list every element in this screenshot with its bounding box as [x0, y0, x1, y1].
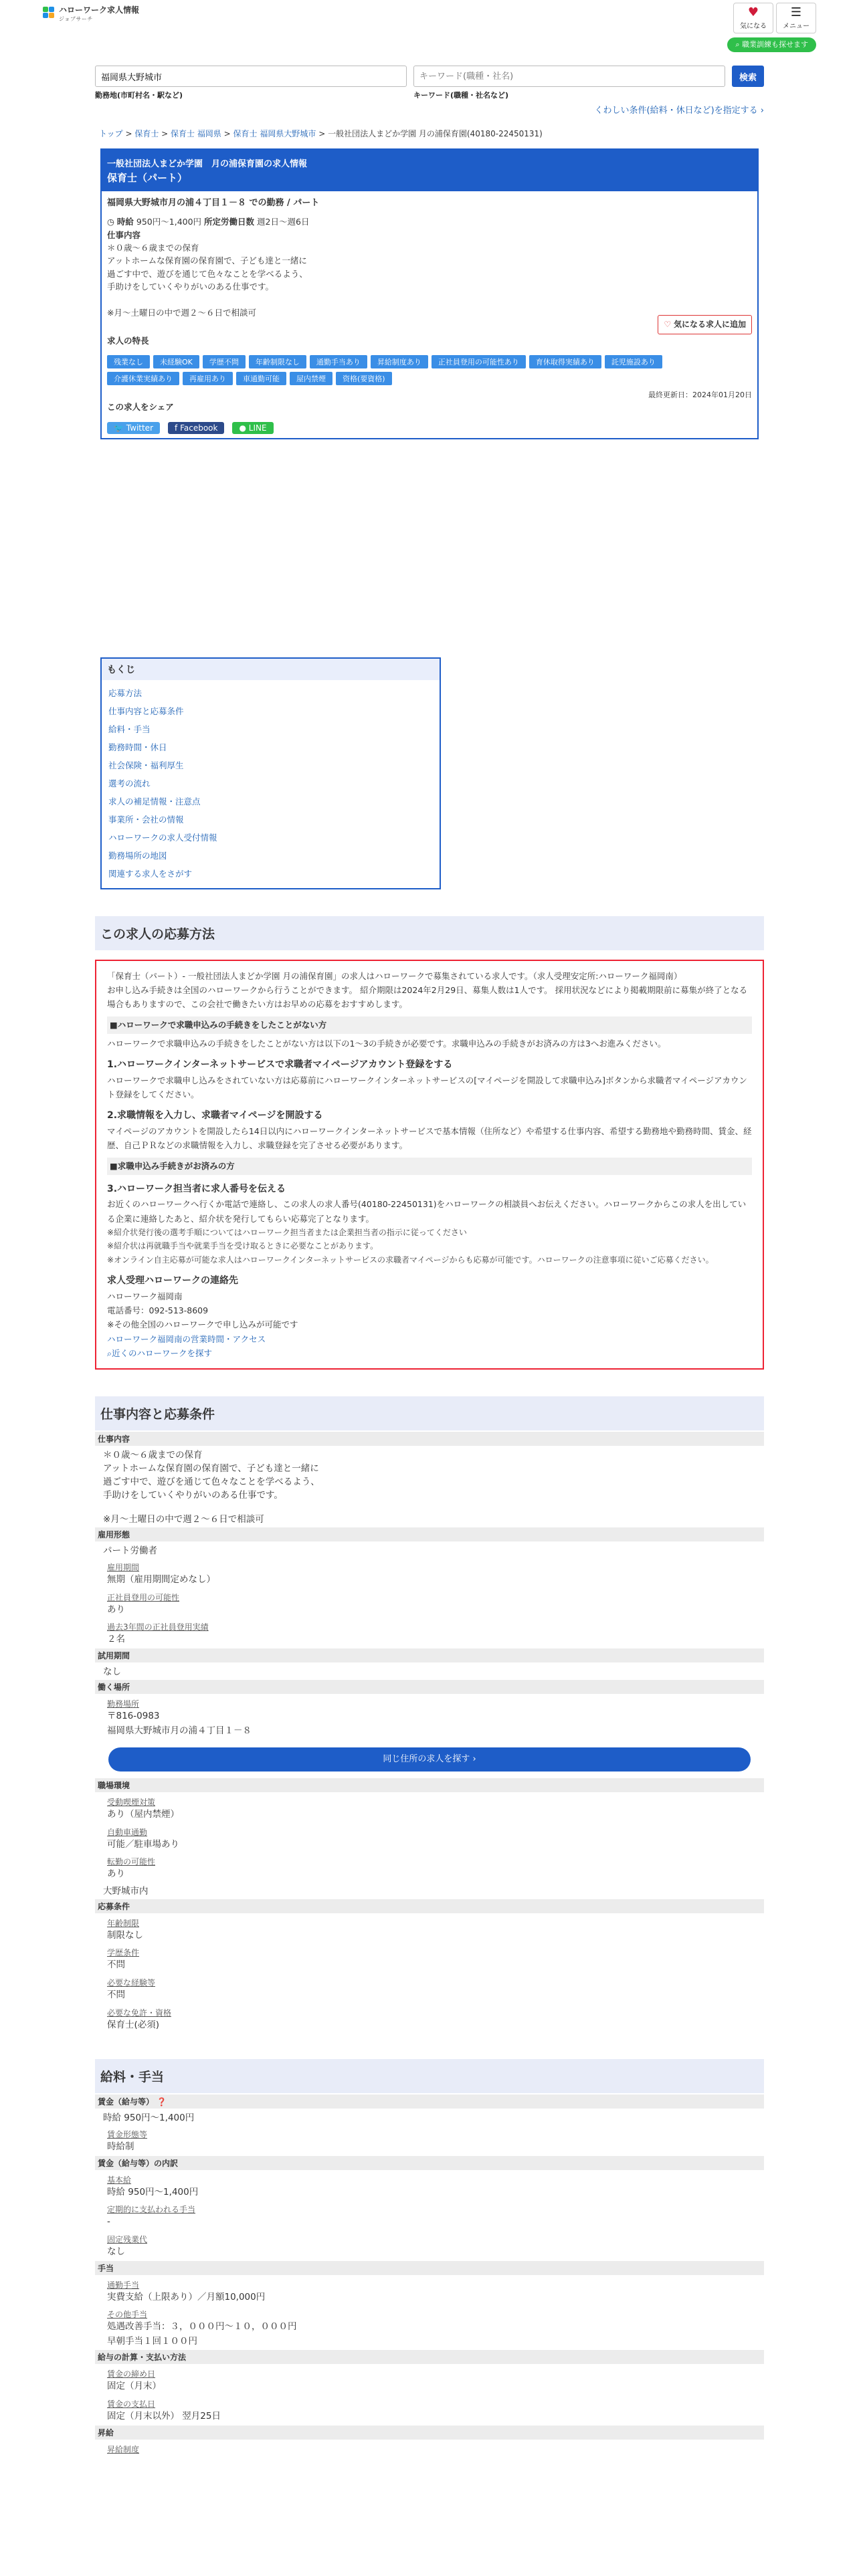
company-name: 一般社団法人まどか学園 月の浦保育園の求人情報 [107, 159, 308, 169]
employment-type: パート労働者 [103, 1545, 157, 1557]
chevron-right-icon: › [760, 106, 764, 116]
same-address-button[interactable]: 同じ住所の求人を探す › [108, 1747, 751, 1772]
period-label: 雇用期間 [107, 1563, 140, 1573]
heart-outline-icon: ♡ [664, 320, 672, 330]
search-bar [95, 66, 764, 100]
hamburger-icon: ☰ [790, 5, 802, 19]
row-trial: 試用期間 [95, 1648, 764, 1662]
closing-value: 固定（月末） [107, 2381, 161, 2392]
conditions-content: ＊０歳～６歳までの保育 アットホームな保育園の保育園で、子ども達と一緒に 過ごす中で、遊びを通じて色々なことを学べるよう、 手助けをしていくやりがいのある仕事です。 ※月～土曜日の中で週２～６日で相談可 [103, 1450, 320, 1525]
toc-item[interactable]: 仕事内容と応募条件 [108, 706, 184, 716]
apply-box [95, 960, 764, 1370]
apply-step-3: 3.ハローワーク担当者に求人番号を伝える [107, 1183, 286, 1194]
apply-notes: ※紹介状発行後の選考手順についてはハローワーク担当者または企業担当者の指示に従ってください ※紹介状は再就職手当や就業手当を受け取るときに必要なことがあります。 ※オンライン自主応募が可能な求人はハローワークインターネットサービスの求職者マイページからも応募が可能です。ハローワークの注意事項に従いご応募ください。 [107, 1227, 714, 1265]
fixed-allowance-label: 定期的に支払われる手当 [107, 2205, 196, 2215]
smoke-value: あり（屋内禁煙） [107, 1809, 179, 1820]
job-location: 福岡県大野城市月の浦４丁目１－８ での勤務 / パート [107, 198, 320, 208]
closing-label: 賃金の締め日 [107, 2369, 156, 2379]
logo-title: ハローワーク求人情報 [59, 5, 140, 15]
facebook-icon: f [175, 423, 178, 433]
other-allowance-value: 処遇改善手当：３，０００円〜１０，０００円 早朝手当１回１００円 [107, 2321, 297, 2347]
keyword-hint: キーワード(職種・社名など) [413, 91, 509, 100]
row-allowance: 手当 [95, 2261, 764, 2275]
apply-sub-new-text: ハローワークで求職申込みの手続きをしたことがない方は以下の1〜3の手続きが必要です。求職申込みの手続きがお済みの方は3へお進みください。 [107, 1038, 666, 1049]
place-zip: 〒816-0983 [107, 1710, 160, 1721]
feature-tag[interactable]: 资格(要資格) [336, 372, 392, 385]
search-icon: ⌕ [735, 40, 740, 49]
feature-tag[interactable]: 通勤手当あり [310, 355, 367, 368]
site-logo[interactable] [43, 4, 139, 23]
section-conditions-heading: 仕事内容と応募条件 [95, 1396, 764, 1430]
row-employment: 雇用形態 [95, 1527, 764, 1541]
row-payment: 給与の計算・支払い方法 [95, 2350, 764, 2364]
training-link[interactable] [727, 37, 816, 52]
overtime-value: なし [107, 2246, 125, 2258]
logo-subtitle: ジョブサーチ [59, 16, 93, 22]
contact-access-link[interactable]: ハローワーク福岡南の営業時間・アクセス [107, 1333, 266, 1344]
wage-form-value: 時給制 [107, 2141, 134, 2153]
toc-item[interactable]: 給料・手当 [108, 724, 151, 734]
age-value: 制限なし [107, 1929, 143, 1941]
transfer-area: 大野城市内 [103, 1885, 149, 1897]
age-label: 年齢制限 [107, 1918, 140, 1928]
feature-tag[interactable]: 学歴不問 [203, 355, 246, 368]
regular-value: あり [107, 1604, 125, 1615]
smoke-label: 受動喫煙対策 [107, 1798, 156, 1808]
search-icon: ⌕ [107, 1348, 112, 1358]
apply-step-2-text: マイページのアカウントを開設したら14日以内にハローワークインターネットサービスで基本情報（住所など）や希望する仕事内容、希望する勤務地や勤務時間、賃金、経歴、自己ＰＲなどの求職情報を入力し、求職登録を完了させる必要があります。 [107, 1125, 752, 1151]
overtime-label: 固定残業代 [107, 2235, 148, 2245]
facebook-share-button[interactable]: f Facebook [168, 422, 224, 434]
table-of-contents [100, 657, 441, 889]
breadcrumb-fukuoka[interactable]: 保育士 福岡県 [171, 129, 221, 138]
line-share-button[interactable]: ● LINE [232, 422, 273, 434]
period-value: 無期（雇用期間定めなし） [107, 1574, 215, 1586]
regular-label: 正社員登用の可能性 [107, 1592, 180, 1602]
chevron-right-icon: › [472, 1754, 476, 1765]
toc-item[interactable]: 勤務場所の地図 [108, 850, 167, 861]
toc-item[interactable]: 応募方法 [108, 687, 142, 698]
apply-intro-2: お申し込み手続きは全国のハローワークから行うことができます。 紹介期限は2024年2月29日、募集人数は1人です。 採用状況などにより掲載期限前に募集が終了となる場合もありますので、この会社で働きたい方はお早めの応募をおすすめします。 [107, 984, 748, 1010]
contact-tel: 電話番号：092-513-8609 [107, 1305, 209, 1316]
contact-title: 求人受理ハローワークの連絡先 [107, 1275, 238, 1287]
feature-tag[interactable]: 車通勤可能 [236, 372, 286, 385]
car-value: 可能／駐車場あり [107, 1838, 179, 1850]
logo-icon [43, 7, 55, 19]
past-value: ２名 [107, 1634, 125, 1645]
favorites-label: 気になる [740, 23, 767, 30]
row-requirements: 応募条件 [95, 1899, 764, 1913]
toc-item[interactable]: 社会保険・福利厚生 [108, 760, 184, 770]
payday-label: 賃金の支払日 [107, 2399, 156, 2409]
favorites-button[interactable] [733, 3, 773, 33]
wage-form-label: 賃金形態等 [107, 2130, 148, 2140]
add-favorite-button[interactable]: ♡ 気になる求人に追加 [658, 315, 752, 334]
apply-sub-done: ■求職申込み手続きがお済みの方 [107, 1158, 752, 1174]
breadcrumb-current: 一般社団法人まどか学園 月の浦保育園(40180-22450131) [328, 129, 543, 138]
help-icon[interactable]: ❓ [157, 2097, 167, 2107]
toc-item[interactable]: 求人の補足情報・注意点 [108, 796, 201, 807]
raise-label: 昇給制度 [107, 2444, 140, 2454]
past-label: 過去3年間の正社員登用実績 [107, 1622, 209, 1632]
fixed-allowance-value: - [107, 2216, 110, 2228]
row-wage: 賃金（給与等） ❓ [95, 2095, 764, 2109]
search-button[interactable]: 検索 [732, 66, 764, 87]
feature-tag[interactable]: 介護休業実績あり [107, 372, 179, 385]
job-content: ＊０歳～６歳までの保育 アットホームな保育園の保育園で、子ども達と一緒に 過ごす中で、遊びを通じて色々なことを学べるよう、 手助けをしていくやりがいのある仕事です。 ※月～土曜日の中で週２～６日で相談可 [107, 242, 308, 318]
row-breakdown: 賃金（給与等）の内訳 [95, 2156, 764, 2170]
commute-label: 通勤手当 [107, 2280, 140, 2290]
wage-value: 時給 950円〜1,400円 [103, 2113, 195, 2124]
place-label: 勤務場所 [107, 1699, 140, 1709]
twitter-icon: 🐦 [114, 423, 124, 433]
wage-line: ◷ 時給 950円〜1,400円 所定労働日数 週2日〜週6日 [107, 217, 310, 227]
breadcrumb: トップ > 保育士 > 保育士 福岡県 > 保育士 福岡県大野城市 > 一般社団法人まどか学園 月の浦保育園(40180-22450131) [99, 129, 543, 138]
nearby-office-link[interactable]: ⌕近くのハローワークを探す [107, 1348, 213, 1358]
keyword-input[interactable] [413, 66, 725, 87]
feature-tag[interactable]: 昇給制度あり [371, 355, 428, 368]
content-label: 仕事内容 [107, 229, 141, 240]
base-label: 基本給 [107, 2175, 132, 2185]
feature-tag[interactable]: 再雇用あり [183, 372, 233, 385]
share-buttons [107, 422, 757, 434]
feature-tag[interactable]: 託児施設あり [605, 355, 662, 368]
transfer-label: 転勤の可能性 [107, 1857, 156, 1867]
commute-value: 実費支給（上限あり）／月額10,000円 [107, 2291, 266, 2302]
toc-item[interactable]: 事業所・会社の情報 [108, 814, 184, 825]
apply-step-3-text: お近くのハローワークへ行くか電話で連絡し、この求人の求人番号(40180-22450131)をハローワークの相談員へお伝えください。ハローワークからこの求人を出している企業に連絡したあと、紹介状を発行してもらい応募完了となります。 [107, 1199, 747, 1224]
breadcrumb-onojo[interactable]: 保育士 福岡県大野城市 [233, 129, 316, 138]
clock-icon: ◷ [107, 217, 114, 227]
car-label: 自動車通勤 [107, 1827, 148, 1837]
job-card [100, 148, 759, 439]
other-allowance-label: その他手当 [107, 2310, 148, 2320]
training-label: 職業訓練も探せます [742, 40, 808, 49]
toc-title: もくじ [102, 659, 440, 680]
place-address: 福岡県大野城市月の浦４丁目１－８ [107, 1725, 252, 1736]
breadcrumb-hoikushi[interactable]: 保育士 [134, 129, 159, 138]
row-content: 仕事内容 [95, 1432, 764, 1446]
feature-tag[interactable]: 正社員登用の可能性あり [432, 355, 526, 368]
feature-tags [107, 355, 736, 385]
feature-tag[interactable]: 未経験OK [153, 355, 199, 368]
location-input[interactable] [95, 66, 407, 87]
section-salary-heading: 給料・手当 [95, 2059, 764, 2093]
feature-tag[interactable]: 育休取得実績あり [529, 355, 601, 368]
apply-intro: 「保育士（パート）- 一般社団法人まどか学園 月の浦保育園」の求人はハローワークで募集されている求人です。（求人受理安定所:ハローワーク福岡南） [107, 970, 682, 981]
payday-value: 固定（月末以外） 翌月25日 [107, 2411, 221, 2422]
contact-office: ハローワーク福岡南 [107, 1291, 183, 1301]
trial-value: なし [103, 1666, 121, 1677]
menu-button[interactable] [776, 3, 816, 33]
apply-step-1-text: ハローワークで求職申し込みをされていない方は応募前にハローワークインターネットサービスの[マイページを開設して求職申込み]ボタンから求職者マイページアカウント登録をしてください。 [107, 1075, 747, 1099]
row-raise: 昇給 [95, 2426, 764, 2440]
feature-tag[interactable]: 屋内禁煙 [290, 372, 332, 385]
toc-item[interactable]: 選考の流れ [108, 778, 151, 788]
exp-label: 必要な経験等 [107, 1978, 156, 1988]
share-label: この求人をシェア [107, 402, 174, 413]
license-label: 必要な免許・資格 [107, 2008, 172, 2018]
detail-search-link[interactable]: くわしい条件(給料・休日など)を指定する › [594, 106, 764, 116]
menu-label: メニュー [783, 23, 809, 30]
apply-step-2: 2.求職情報を入力し、求職者マイページを開設する [107, 1110, 323, 1121]
row-environment: 職場環境 [95, 1778, 764, 1792]
features-label: 求人の特長 [107, 335, 149, 346]
twitter-share-button[interactable]: 🐦 Twitter [107, 422, 160, 434]
apply-sub-new: ■ハローワークで求職申込みの手続きをしたことがない方 [107, 1016, 752, 1033]
toc-item[interactable]: 勤務時間・休日 [108, 742, 167, 752]
exp-value: 不問 [107, 1990, 125, 2001]
header [0, 0, 859, 51]
updated-date: 最終更新日：2024年01月20日 [648, 391, 752, 400]
contact-note: ※その他全国のハローワークで申し込みが可能です [107, 1319, 298, 1330]
apply-step-1: 1.ハローワークインターネットサービスで求職者マイページアカウント登録をする [107, 1059, 453, 1070]
feature-tag[interactable]: 残業なし [107, 355, 150, 368]
feature-tag[interactable]: 年齢制限なし [249, 355, 306, 368]
line-icon: ● [239, 423, 246, 433]
edu-value: 不問 [107, 1959, 125, 1971]
breadcrumb-top[interactable]: トップ [99, 129, 123, 138]
toc-item[interactable]: 関連する求人をさがす [108, 868, 193, 879]
heart-icon: ♥ [747, 5, 759, 19]
row-place: 働く場所 [95, 1680, 764, 1694]
section-apply-heading: この求人の応募方法 [95, 916, 764, 950]
toc-item[interactable]: ハローワークの求人受付情報 [108, 832, 217, 843]
license-value: 保育士(必須) [107, 2019, 160, 2030]
location-hint: 勤務地(市町村名・駅など) [95, 91, 183, 100]
edu-label: 学歴条件 [107, 1948, 140, 1958]
base-value: 時給 950円〜1,400円 [107, 2186, 199, 2197]
transfer-value: あり [107, 1868, 125, 1880]
job-title: 保育士（パート） [107, 172, 188, 184]
